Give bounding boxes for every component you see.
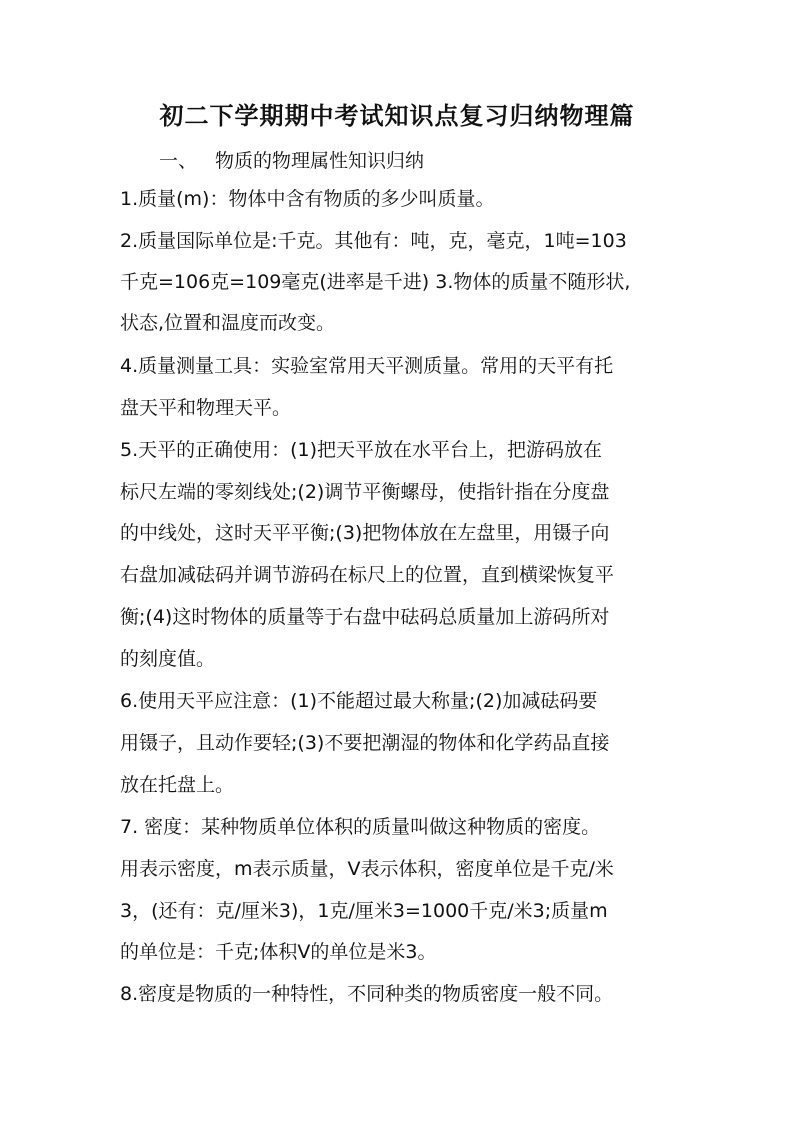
text-line: 的刻度值。 <box>120 648 216 670</box>
text-line: 衡;(4)这时物体的质量等于右盘中砝码总质量加上游码所对 <box>120 606 610 628</box>
text-line: 放在托盘上。 <box>120 774 235 796</box>
text-line: 千克=106克=109毫克(进率是千进) 3.物体的质量不随形状, <box>120 271 631 293</box>
text-line: 用镊子，且动作要轻;(3)不要把潮湿的物体和化学药品直接 <box>120 732 610 754</box>
document-title: 初二下学期期中考试知识点复习归纳物理篇 <box>159 101 635 130</box>
text-line: 盘天平和物理天平。 <box>120 397 292 419</box>
text-line: 的单位是：千克;体积V的单位是米3。 <box>120 941 437 963</box>
text-line: 7. 密度：某种物质单位体积的质量叫做这种物质的密度。 <box>120 816 601 838</box>
text-line: 5.天平的正确使用：(1)把天平放在水平台上，把游码放在 <box>120 439 603 461</box>
section-number: 一、 <box>159 150 198 172</box>
text-line: 6.使用天平应注意：(1)不能超过最大称量;(2)加减砝码要 <box>120 690 598 712</box>
text-line: 3，(还有：克/厘米3)，1克/厘米3=1000千克/米3;质量m <box>120 900 608 922</box>
text-line: 标尺左端的零刻线处;(2)调节平衡螺母，使指针指在分度盘 <box>120 481 610 503</box>
text-line: 1.质量(m)：物体中含有物质的多少叫质量。 <box>120 188 495 210</box>
text-line: 的中线处，这时天平平衡;(3)把物体放在左盘里，用镊子向 <box>120 522 610 544</box>
section-heading-text: 物质的物理属性知识归纳 <box>215 150 425 172</box>
text-line: 右盘加减砝码并调节游码在标尺上的位置，直到横梁恢复平 <box>120 564 615 586</box>
section-heading <box>159 146 424 176</box>
text-line: 2.质量国际单位是:千克。其他有：吨，克，毫克，1吨=103 <box>120 230 627 252</box>
text-line: 用表示密度，m表示质量，V表示体积，密度单位是千克/米 <box>120 858 614 880</box>
text-line: 4.质量测量工具：实验室常用天平测质量。常用的天平有托 <box>120 355 614 377</box>
text-line: 状态,位置和温度而改变。 <box>120 312 336 334</box>
text-line: 8.密度是物质的一种特性，不同种类的物质密度一般不同。 <box>120 983 614 1005</box>
